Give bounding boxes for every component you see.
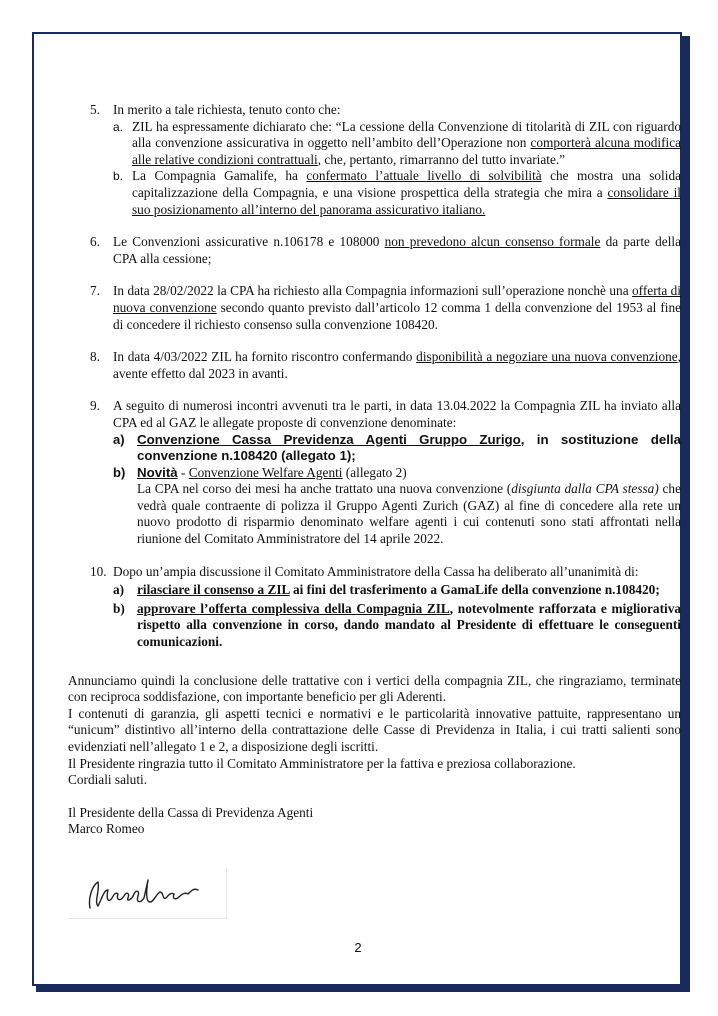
- item-intro: A seguito di numerosi incontri avvenuti tra le parti, in data 13.04.2022 la Compagnia ZIL ha inviato alla CPA ed al GAZ le allegate proposte di convenzione denominate:: [113, 398, 681, 430]
- sub-letter: b.: [113, 169, 124, 184]
- sub-item-text: La Compagnia Gamalife, ha confermato l’attuale livello di solvibilità che mostra una solida capitalizzazione della Compagnia, e una visione prospettica della strategia che mira a consolidare il suo posizionamento all’interno del panorama assicurativo italiano.: [132, 168, 681, 217]
- closing-salutation: Cordiali saluti.: [68, 772, 148, 788]
- list-item-8: [68, 349, 681, 382]
- closing-section: [68, 673, 681, 838]
- document-body: [68, 102, 681, 838]
- sub-item-a: [113, 119, 681, 169]
- sub-item-text: Novità - Convenzione Welfare Agenti (allegato 2): [137, 464, 407, 480]
- item-number: 9.: [90, 398, 100, 414]
- signature-title: Il Presidente della Cassa di Previdenza Agenti: [68, 804, 314, 820]
- page-number: 2: [354, 940, 362, 955]
- sub-letter: a.: [113, 119, 124, 134]
- item-text: In data 28/02/2022 la CPA ha richiesto alla Compagnia informazioni sull’operazione nonchè una offerta di nuova convenzione secondo quanto previsto dall’articolo 12 comma 1 della convenzione del 1953 al fine di concedere il richiesto consenso sulla convenzione 108420.: [113, 283, 681, 332]
- closing-paragraph: I contenuti di garanzia, gli aspetti tecnici e normativi e le particolarità innovative pattuite, rappresentano un “unicum” distintivo all’interno della contrattazione delle Casse di Previdenza in Italia, i cui tratti salienti sono evidenziati nell’allegato 1 e 2, a disposizione degli iscritti.: [68, 705, 681, 754]
- sub-item-paragraph: La CPA nel corso dei mesi ha anche trattato una nuova convenzione (disgiunta dalla CPA stessa) che vedrà quale contraente di polizza il Gruppo Agenti Zurich (GAZ) al fine di concedere alla rete un nuovo prodotto di risparmio denominato welfare agenti i cui contenuti sono stati affrontati nella riunione del Comitato Amministratore del 14 aprile 2022.: [137, 481, 681, 547]
- item-intro: Dopo un’ampia discussione il Comitato Amministratore della Cassa ha deliberato all’unanimità di:: [113, 563, 639, 579]
- list-item-5: [68, 102, 681, 218]
- signature-icon: [68, 868, 226, 918]
- sub-item-b: [113, 601, 681, 651]
- item-number: 5.: [90, 102, 100, 117]
- sub-letter: a): [113, 582, 125, 598]
- signature-name: Marco Romeo: [68, 821, 145, 837]
- closing-paragraph: Annunciamo quindi la conclusione delle trattative con i vertici della compagnia ZIL, che ringraziamo, terminate con reciproca soddisfazione, con importante beneficio per gli Aderenti.: [68, 672, 681, 705]
- sub-item-text: ZIL ha espressamente dichiarato che: “La cessione della Convenzione di titolarità di ZIL con riguardo alla convenzione assicurativa in oggetto nell’ambito dell’Operazione non comporterà alcuna modifica alle relative condizioni contrattuali, che, pertanto, rimarranno del tutto invariate.”: [132, 118, 681, 167]
- item-number: 8.: [90, 349, 100, 365]
- sub-item-a: [113, 432, 681, 465]
- item-number: 6.: [90, 234, 100, 250]
- handwritten-signature: [68, 868, 227, 919]
- item-intro: In merito a tale richiesta, tenuto conto che:: [113, 102, 341, 117]
- list-item-6: [68, 234, 681, 267]
- sub-letter: b): [113, 464, 126, 480]
- sub-letter: b): [113, 600, 125, 616]
- sub-item-b: [113, 465, 681, 482]
- item-number: 7.: [90, 283, 100, 299]
- closing-paragraph: Il Presidente ringrazia tutto il Comitato Amministratore per la fattiva e preziosa collaborazione.: [68, 755, 576, 771]
- sub-item-b: [113, 168, 681, 218]
- sub-item-text: Convenzione Cassa Previdenza Agenti Gruppo Zurigo, in sostituzione della convenzione n.108420 (allegato 1);: [137, 431, 682, 464]
- item-text: Le Convenzioni assicurative n.106178 e 108000 non prevedono alcun consenso formale da parte della CPA alla cessione;: [113, 234, 681, 266]
- sub-item-a: [113, 582, 681, 599]
- sub-item-text: approvare l’offerta complessiva della Compagnia ZIL, notevolmente rafforzata e migliorativa rispetto alla convenzione in corso, dando mandato al Presidente di effettuare le conseguenti comunicazioni.: [137, 600, 681, 650]
- list-item-9: [68, 398, 681, 547]
- list-item-10: [68, 564, 681, 651]
- item-number: 10.: [90, 563, 107, 579]
- list-item-7: [68, 283, 681, 333]
- sub-item-text: rilasciare il consenso a ZIL ai fini del trasferimento a GamaLife della convenzione n.108420;: [137, 582, 660, 598]
- sub-letter: a): [113, 431, 125, 447]
- item-text: In data 4/03/2022 ZIL ha fornito riscontro confermando disponibilità a negoziare una nuova convenzione, avente effetto dal 2023 in avanti.: [113, 349, 681, 381]
